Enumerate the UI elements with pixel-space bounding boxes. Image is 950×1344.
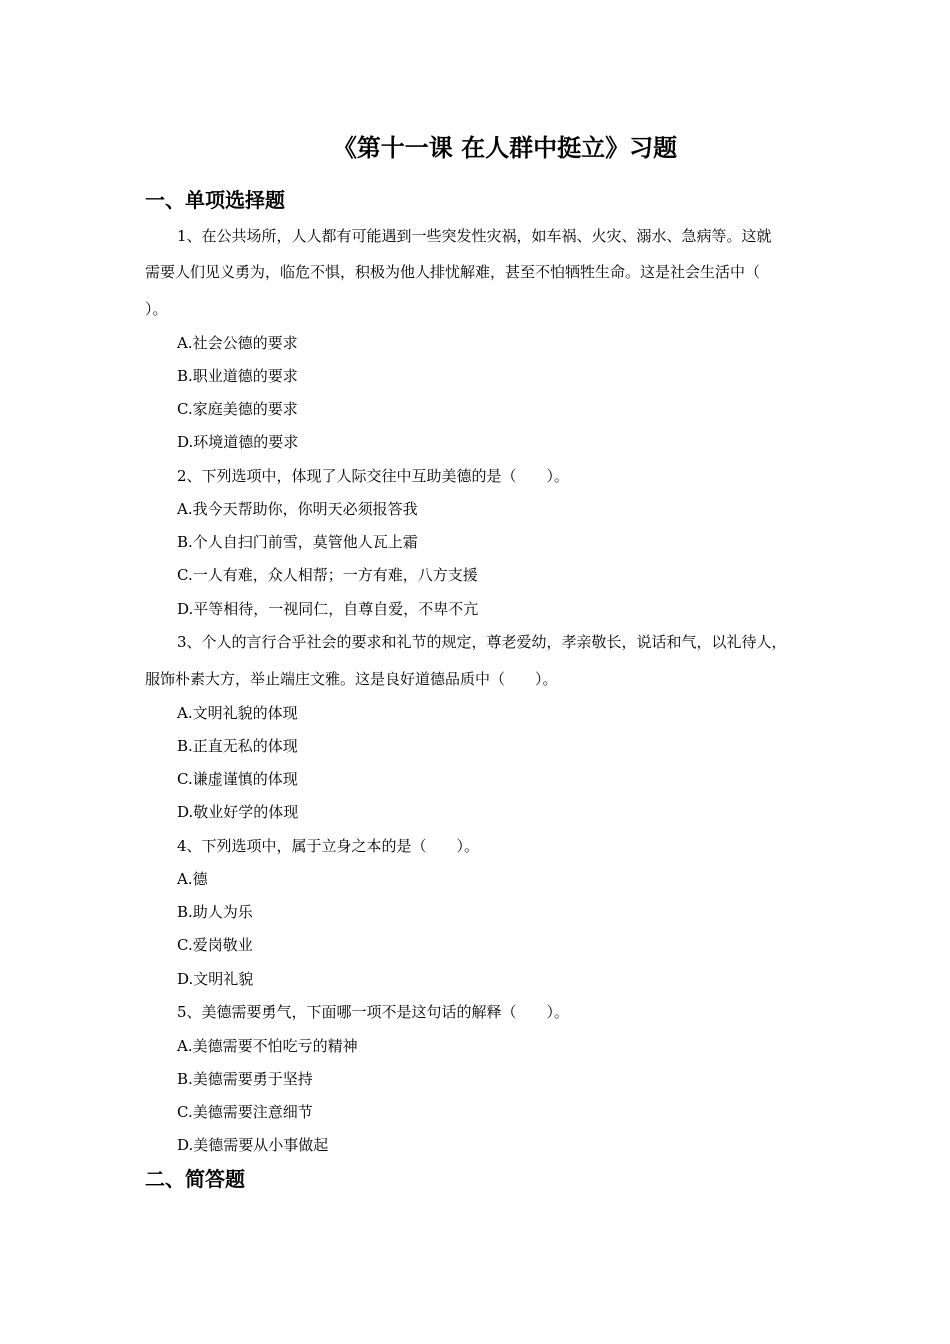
question-5-option-d: D.美德需要从小事做起: [177, 1136, 329, 1154]
question-2-stem-line-1: 2、下列选项中，体现了人际交往中互助美德的是（ ）。: [177, 467, 570, 485]
question-2-option-c: C.一人有难，众人相帮；一方有难，八方支援: [177, 566, 478, 584]
question-2-option-d: D.平等相待，一视同仁，自尊自爱，不卑不亢: [177, 600, 479, 618]
question-3-stem-line-1: 3、个人的言行合乎社会的要求和礼节的规定，尊老爱幼，孝亲敬长，说话和气，以礼待人，: [177, 633, 787, 651]
question-1-stem-line-1: 1、在公共场所，人人都有可能遇到一些突发性灾祸，如车祸、火灾、溺水、急病等。这就: [177, 227, 772, 245]
question-1-option-c: C.家庭美德的要求: [177, 400, 298, 418]
question-1-option-d: D.环境道德的要求: [177, 433, 299, 451]
question-5-stem-line-1: 5、美德需要勇气，下面哪一项不是这句话的解释（ ）。: [177, 1003, 570, 1021]
question-2-option-b: B.个人自扫门前雪，莫管他人瓦上霜: [177, 533, 418, 551]
question-5-option-a: A.美德需要不怕吃亏的精神: [177, 1037, 358, 1055]
question-4-option-a: A.德: [177, 870, 208, 888]
question-4-stem-line-1: 4、下列选项中，属于立身之本的是（ ）。: [177, 837, 480, 855]
question-5-option-c: C.美德需要注意细节: [177, 1103, 313, 1121]
section-heading-choice: 一、单项选择题: [145, 188, 285, 212]
question-3-option-a: A.文明礼貌的体现: [177, 704, 298, 722]
section-heading-short-answer: 二、简答题: [145, 1167, 245, 1191]
question-3-option-b: B.正直无私的体现: [177, 737, 298, 755]
question-1-stem-line-2: 需要人们见义勇为，临危不惧，积极为他人排忧解难，甚至不怕牺牲生命。这是社会生活中（: [145, 263, 761, 281]
question-4-option-c: C.爱岗敬业: [177, 936, 253, 954]
question-3-option-d: D.敬业好学的体现: [177, 803, 299, 821]
document-title: 《第十一课 在人群中挺立》习题: [332, 133, 678, 162]
question-1-stem-line-3: ）。: [145, 300, 168, 318]
question-4-option-b: B.助人为乐: [177, 903, 253, 921]
question-1-option-b: B.职业道德的要求: [177, 367, 298, 385]
question-3-option-c: C.谦虚谨慎的体现: [177, 770, 298, 788]
question-3-stem-line-2: 服饰朴素大方，举止端庄文雅。这是良好道德品质中（ ）。: [145, 670, 558, 688]
question-1-option-a: A.社会公德的要求: [177, 334, 298, 352]
question-2-option-a: A.我今天帮助你，你明天必须报答我: [177, 500, 418, 518]
question-5-option-b: B.美德需要勇于坚持: [177, 1070, 313, 1088]
question-4-option-d: D.文明礼貌: [177, 970, 254, 988]
